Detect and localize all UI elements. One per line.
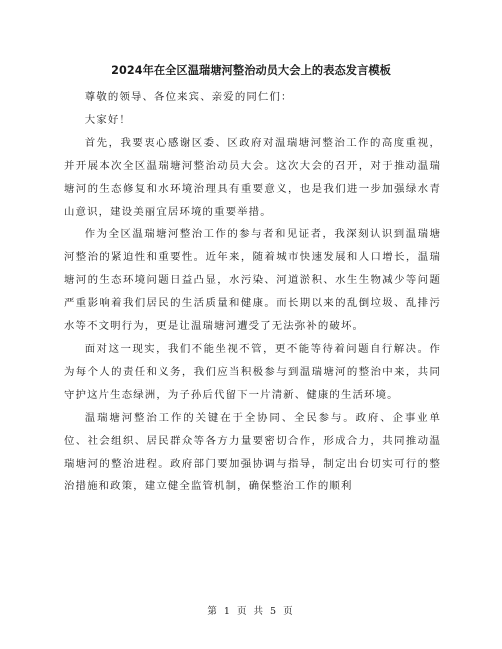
document-body: [64, 86, 441, 498]
salutation: 尊敬的领导、各位来宾、亲爱的同仁们：: [84, 91, 293, 103]
paragraph-1: 首先，我要衷心感谢区委、区政府对温瑞塘河整治工作的高度重视，并开展本次全区温瑞塘河整治动员大会。这次大会的召开，对于推动温瑞塘河的生态修复和水环境治理具有重要意义，也是我们进一步加强绿水青山意识，建设美丽宜居环境的重要举措。: [64, 136, 441, 218]
document-title: 2024年在全区温瑞塘河整治动员大会上的表态发言模板: [111, 64, 391, 77]
paragraph-2: 作为全区温瑞塘河整治工作的参与者和见证者，我深刻认识到温瑞塘河整治的紧迫性和重要性。近年来，随着城市快速发展和人口增长，温瑞塘河的生态环境问题日益凸显，水污染、河道淤积、水生生物减少等问题严重影响着我们居民的生活质量和健康。而长期以来的乱倒垃圾、乱排污水等不文明行为，更是让温瑞塘河遭受了无法弥补的破坏。: [64, 228, 441, 333]
paragraph-4: 温瑞塘河整治工作的关键在于全协同、全民参与。政府、企事业单位、社会组织、居民群众等各方力量要密切合作，形成合力，共同推动温瑞塘河的整治进程。政府部门要加强协调与指导，制定出台切实可行的整治措施和政策，建立健全监管机制，确保整治工作的顺利: [64, 411, 441, 493]
greeting: 大家好！: [84, 113, 131, 126]
page-number-footer: 第 1 页 共 5 页: [207, 606, 295, 617]
paragraph-3: 面对这一现实，我们不能坐视不管，更不能等待着问题自行解决。作为每个人的责任和义务，我们应当积极参与到温瑞塘河的整治中来，共同守护这片生态绿洲，为子孙后代留下一片清新、健康的生活环境。: [64, 342, 441, 401]
